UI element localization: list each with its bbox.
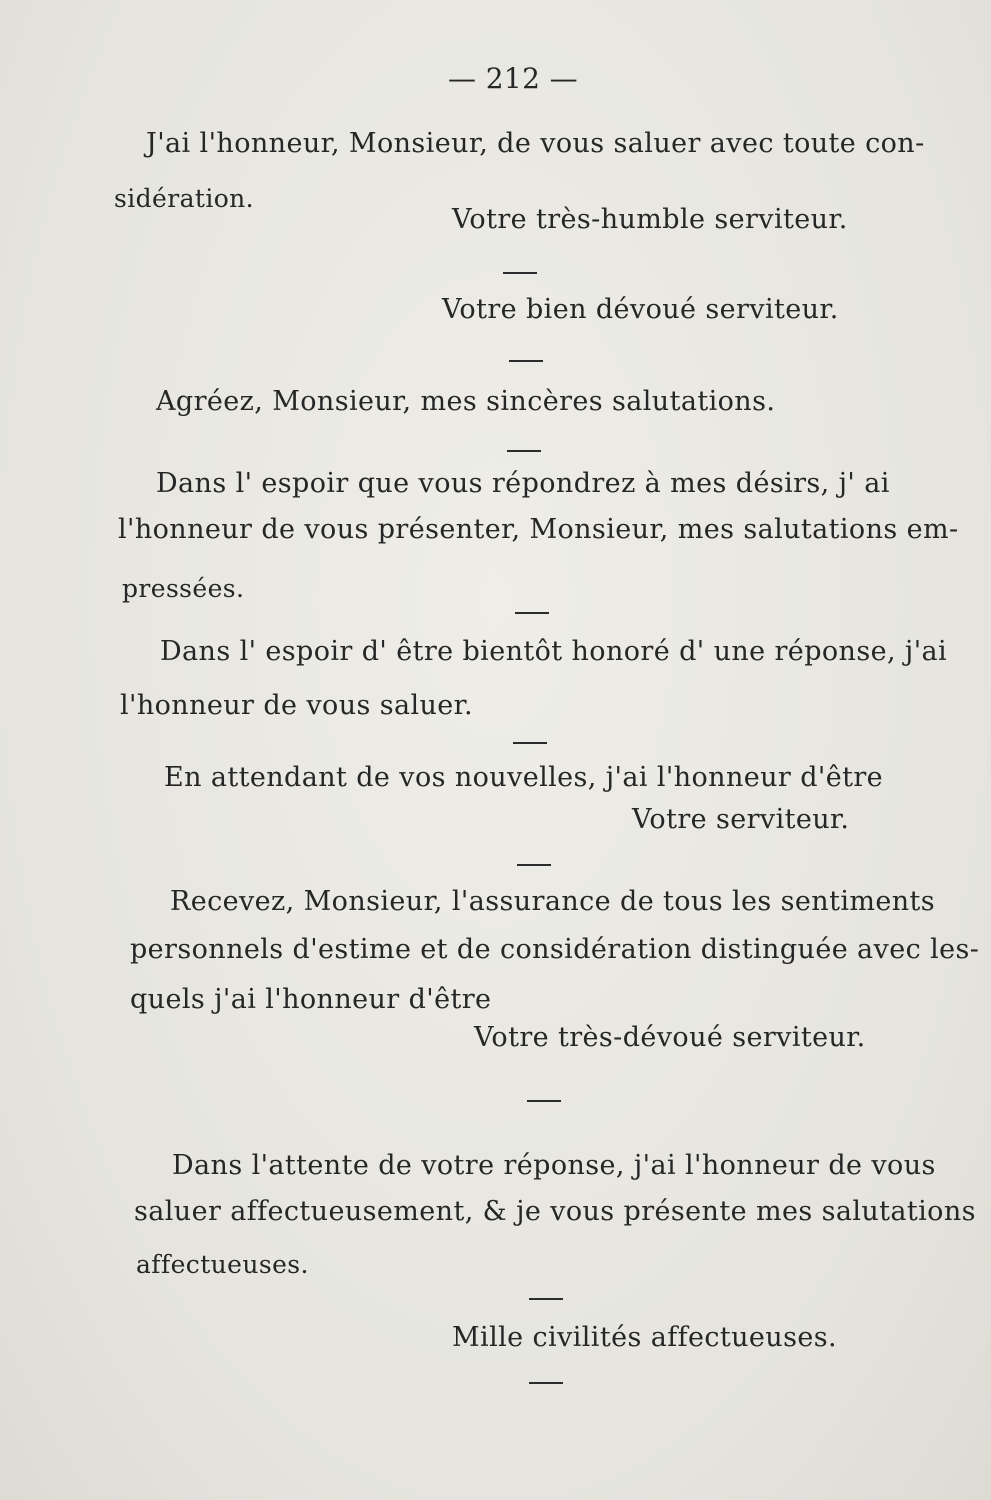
text-line: personnels d'estime et de considération distinguée avec les- [130, 934, 980, 965]
text-line: l'honneur de vous présenter, Monsieur, mes salutations em- [118, 514, 959, 545]
separator-dash [515, 612, 549, 614]
separator-dash [517, 864, 551, 866]
signature-line: Votre serviteur. [632, 804, 850, 835]
text-line: pressées. [122, 574, 245, 603]
text-line: Dans l'attente de votre réponse, j'ai l'honneur de vous [172, 1150, 936, 1181]
text-line: Recevez, Monsieur, l'assurance de tous les sentiments [170, 886, 936, 917]
text-line: J'ai l'honneur, Monsieur, de vous saluer avec toute con- [146, 128, 925, 159]
separator-dash [507, 450, 541, 452]
separator-dash [527, 1100, 561, 1102]
separator-dash [503, 272, 537, 274]
text-line: saluer affectueusement, & je vous présente mes salutations [134, 1196, 976, 1227]
page-number: — 212 — [448, 62, 579, 95]
separator-dash [513, 742, 547, 744]
signature-line: Votre très-dévoué serviteur. [474, 1022, 866, 1053]
text-line: Dans l' espoir d' être bientôt honoré d' une réponse, j'ai [160, 636, 948, 667]
text-line: sidération. [114, 184, 255, 213]
signature-line: Votre très-humble serviteur. [452, 204, 848, 235]
text-line: l'honneur de vous saluer. [120, 690, 473, 721]
text-line: Agréez, Monsieur, mes sincères salutations. [156, 386, 776, 417]
text-line: quels j'ai l'honneur d'être [130, 984, 492, 1015]
signature-line: Votre bien dévoué serviteur. [442, 294, 839, 325]
separator-dash [509, 360, 543, 362]
separator-dash [529, 1298, 563, 1300]
separator-dash [529, 1382, 563, 1384]
text-line: En attendant de vos nouvelles, j'ai l'honneur d'être [164, 762, 884, 793]
text-line: affectueuses. [136, 1250, 309, 1279]
signature-line: Mille civilités affectueuses. [452, 1322, 837, 1353]
text-line: Dans l' espoir que vous répondrez à mes désirs, j' ai [156, 468, 890, 499]
